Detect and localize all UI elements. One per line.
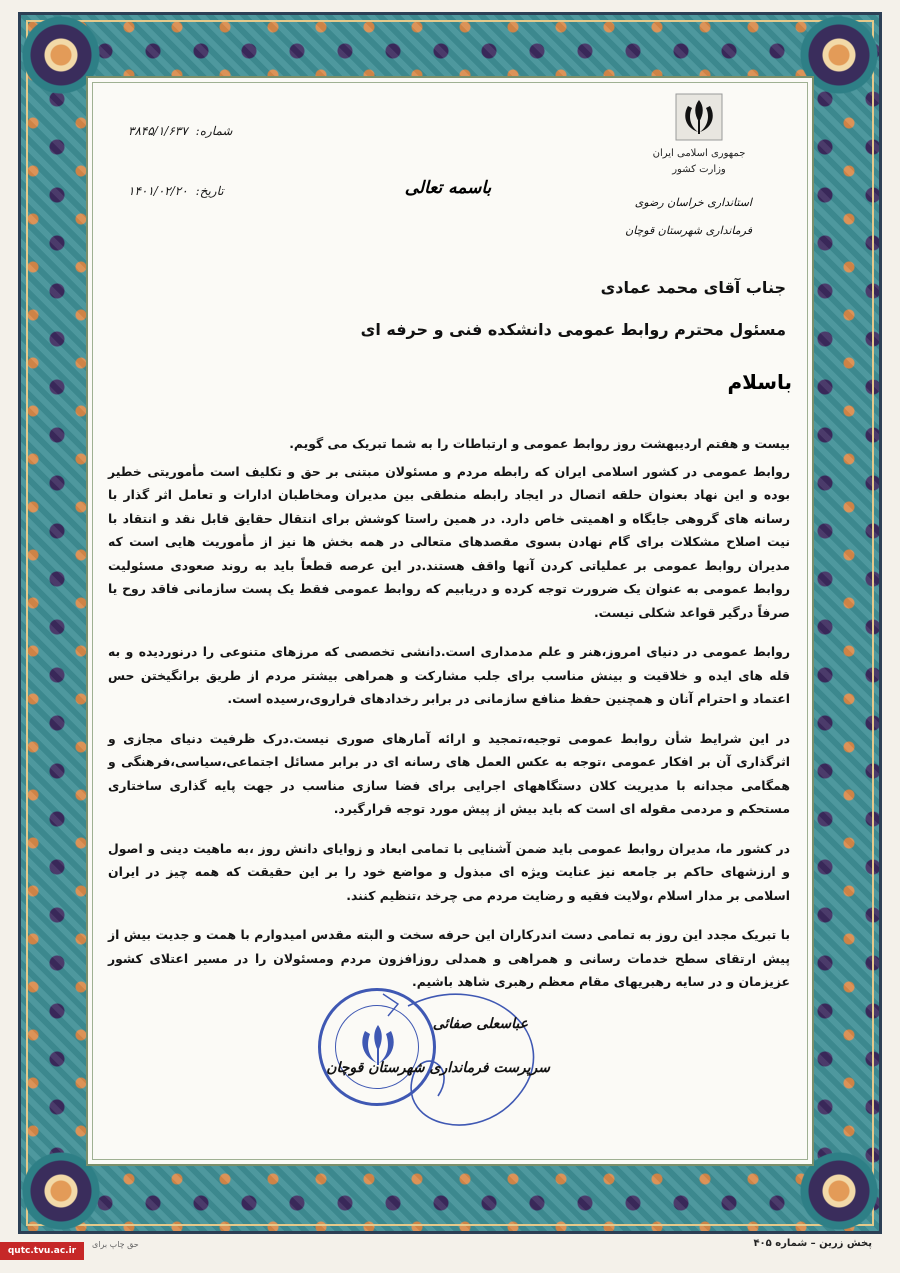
number-value: ۳۸۴۵/۱/۶۳۷ [128, 124, 188, 138]
paragraph: در کشور ما، مدیران روابط عمومی باید ضمن آشنایی با تمامی ابعاد و زوایای دانش روز ،به ماهیت دینی و اصول و ارزشهای حاکم بر جامعه نیز عنایت ویژه ای مبذول و مواضع خود را بر این حقیقت که همه چیز در ایران اسلامی بر مدار اسلام ،ولایت فقیه و رضایت مردم می چرخد ،تنظیم کنند. [108, 840, 790, 903]
letter-body [108, 432, 790, 1010]
paragraph: روابط عمومی در دنیای امروز،هنر و علم مدمداری است.دانشی تخصصی که مرزهای متنوعی را درنوردیده و به قله های ایده و خلاقیت و بینش مناسب برای جلب مشارکت و همراهی بیشتر مردم از طریق برانگیختن حس اعتماد و احترام آنان و همچنین حفظ منافع سازمانی در برابر رخدادهای فراروی،رسیده است. [108, 644, 790, 706]
paragraph: روابط عمومی در کشور اسلامی ایران که رابطه مردم و مسئولان مبتنی بر حق و تکلیف است مأموریتی خطیر بوده و این نهاد بعنوان حلقه اتصال در ایجاد رابطه منطقی بین مدیران ومخاطبان ادارات و تعامل اثر گذار با رسانه های گروهی جایگاه و اهمیتی خاص دارد. در همین راستا کوشش برای انتقال حقایق قابل نقد و انتقاد با نیت اصلاح مشکلات برای گام نهادن بسوی مقصدهای متعالی در همه بخش ها نیز از مأموریت هایی است که مدیران روابط عمومی بر عملیاتی کردن آنها واقف هستند.در این عرصه قطعاً باید به روند صعودی مسئولیت روابط عمومی به عنوان یک ضرورت توجه کرده و دریابیم که روابط عمومی فقط یک پست سازمانی فاقد روح یا صرفاً درگیر قواعد شکلی نیست. [108, 463, 790, 620]
letter-number [128, 124, 232, 138]
signatory-title: سرپرست فرمانداری شهرستان قوچان [326, 1060, 550, 1076]
addressee-name: جناب آقای محمد عمادی [600, 278, 786, 297]
addressee-title: مسئول محترم روابط عمومی دانشکده فنی و حرفه ای [360, 320, 786, 339]
date-label: تاریخ: [195, 184, 224, 198]
paragraph: با تبریک مجدد این روز به تمامی دست اندرکاران این حرفه سخت و البته مقدس امیدوارم با همت و جدیت بیش از پیش ارتقای سطح خدمات رسانی و همراهی و همدلی روزافزون مردم ومسئولان را در مسیر اعتلای کشور عزیزمان و در سایه رهبریهای مقام معظم رهبری شاهد باشیم. [108, 927, 790, 989]
letter-date [128, 184, 224, 198]
print-note: پخش زرین – شماره ۴۰۵ [753, 1238, 872, 1249]
ministry-line-1: جمهوری اسلامی ایران [652, 148, 746, 159]
letterhead-emblem-block [644, 92, 754, 178]
small-footer-note: حق چاپ برای [92, 1240, 139, 1249]
signature-block [288, 976, 558, 1146]
governorate-line: استانداری خراسان رضوی [634, 196, 752, 209]
greeting: باسلام [727, 370, 792, 394]
ministry-line-2: وزارت کشور [672, 164, 726, 175]
site-watermark: qutc.tvu.ac.ir [0, 1242, 84, 1260]
paragraph: بیست و هفتم اردیبهشت روز روابط عمومی و ارتباطات را به شما تبریک می گویم. [289, 436, 790, 451]
date-value: ۱۴۰۱/۰۲/۲۰ [128, 184, 188, 198]
number-label: شماره: [195, 124, 233, 138]
letter-heading: باسمه تعالی [404, 178, 492, 198]
iran-emblem-icon [674, 92, 724, 142]
signatory-name: عباسعلی صفائی [432, 1016, 528, 1032]
paragraph: در این شرایط شأن روابط عمومی توجیه،تمجید و ارائه آمارهای صوری نیست.درک ظرفیت دنیای مجازی و اثرگذاری آن بر افکار عمومی ،توجه به عکس العمل های رسانه ای در برابر مسائل اجتماعی،سیاسی،فرهنگی و همگامی مجدانه با مدیریت کلان دستگاههای اجرایی برای فضا سازی مناسب در جهت پایه گذاری ساختاری مستحکم و مردمی مقوله ای است که باید بیش از پیش مورد توجه قرارگیرد. [108, 730, 790, 816]
district-line: فرمانداری شهرستان قوچان [625, 224, 752, 237]
letter-paper [86, 76, 814, 1166]
